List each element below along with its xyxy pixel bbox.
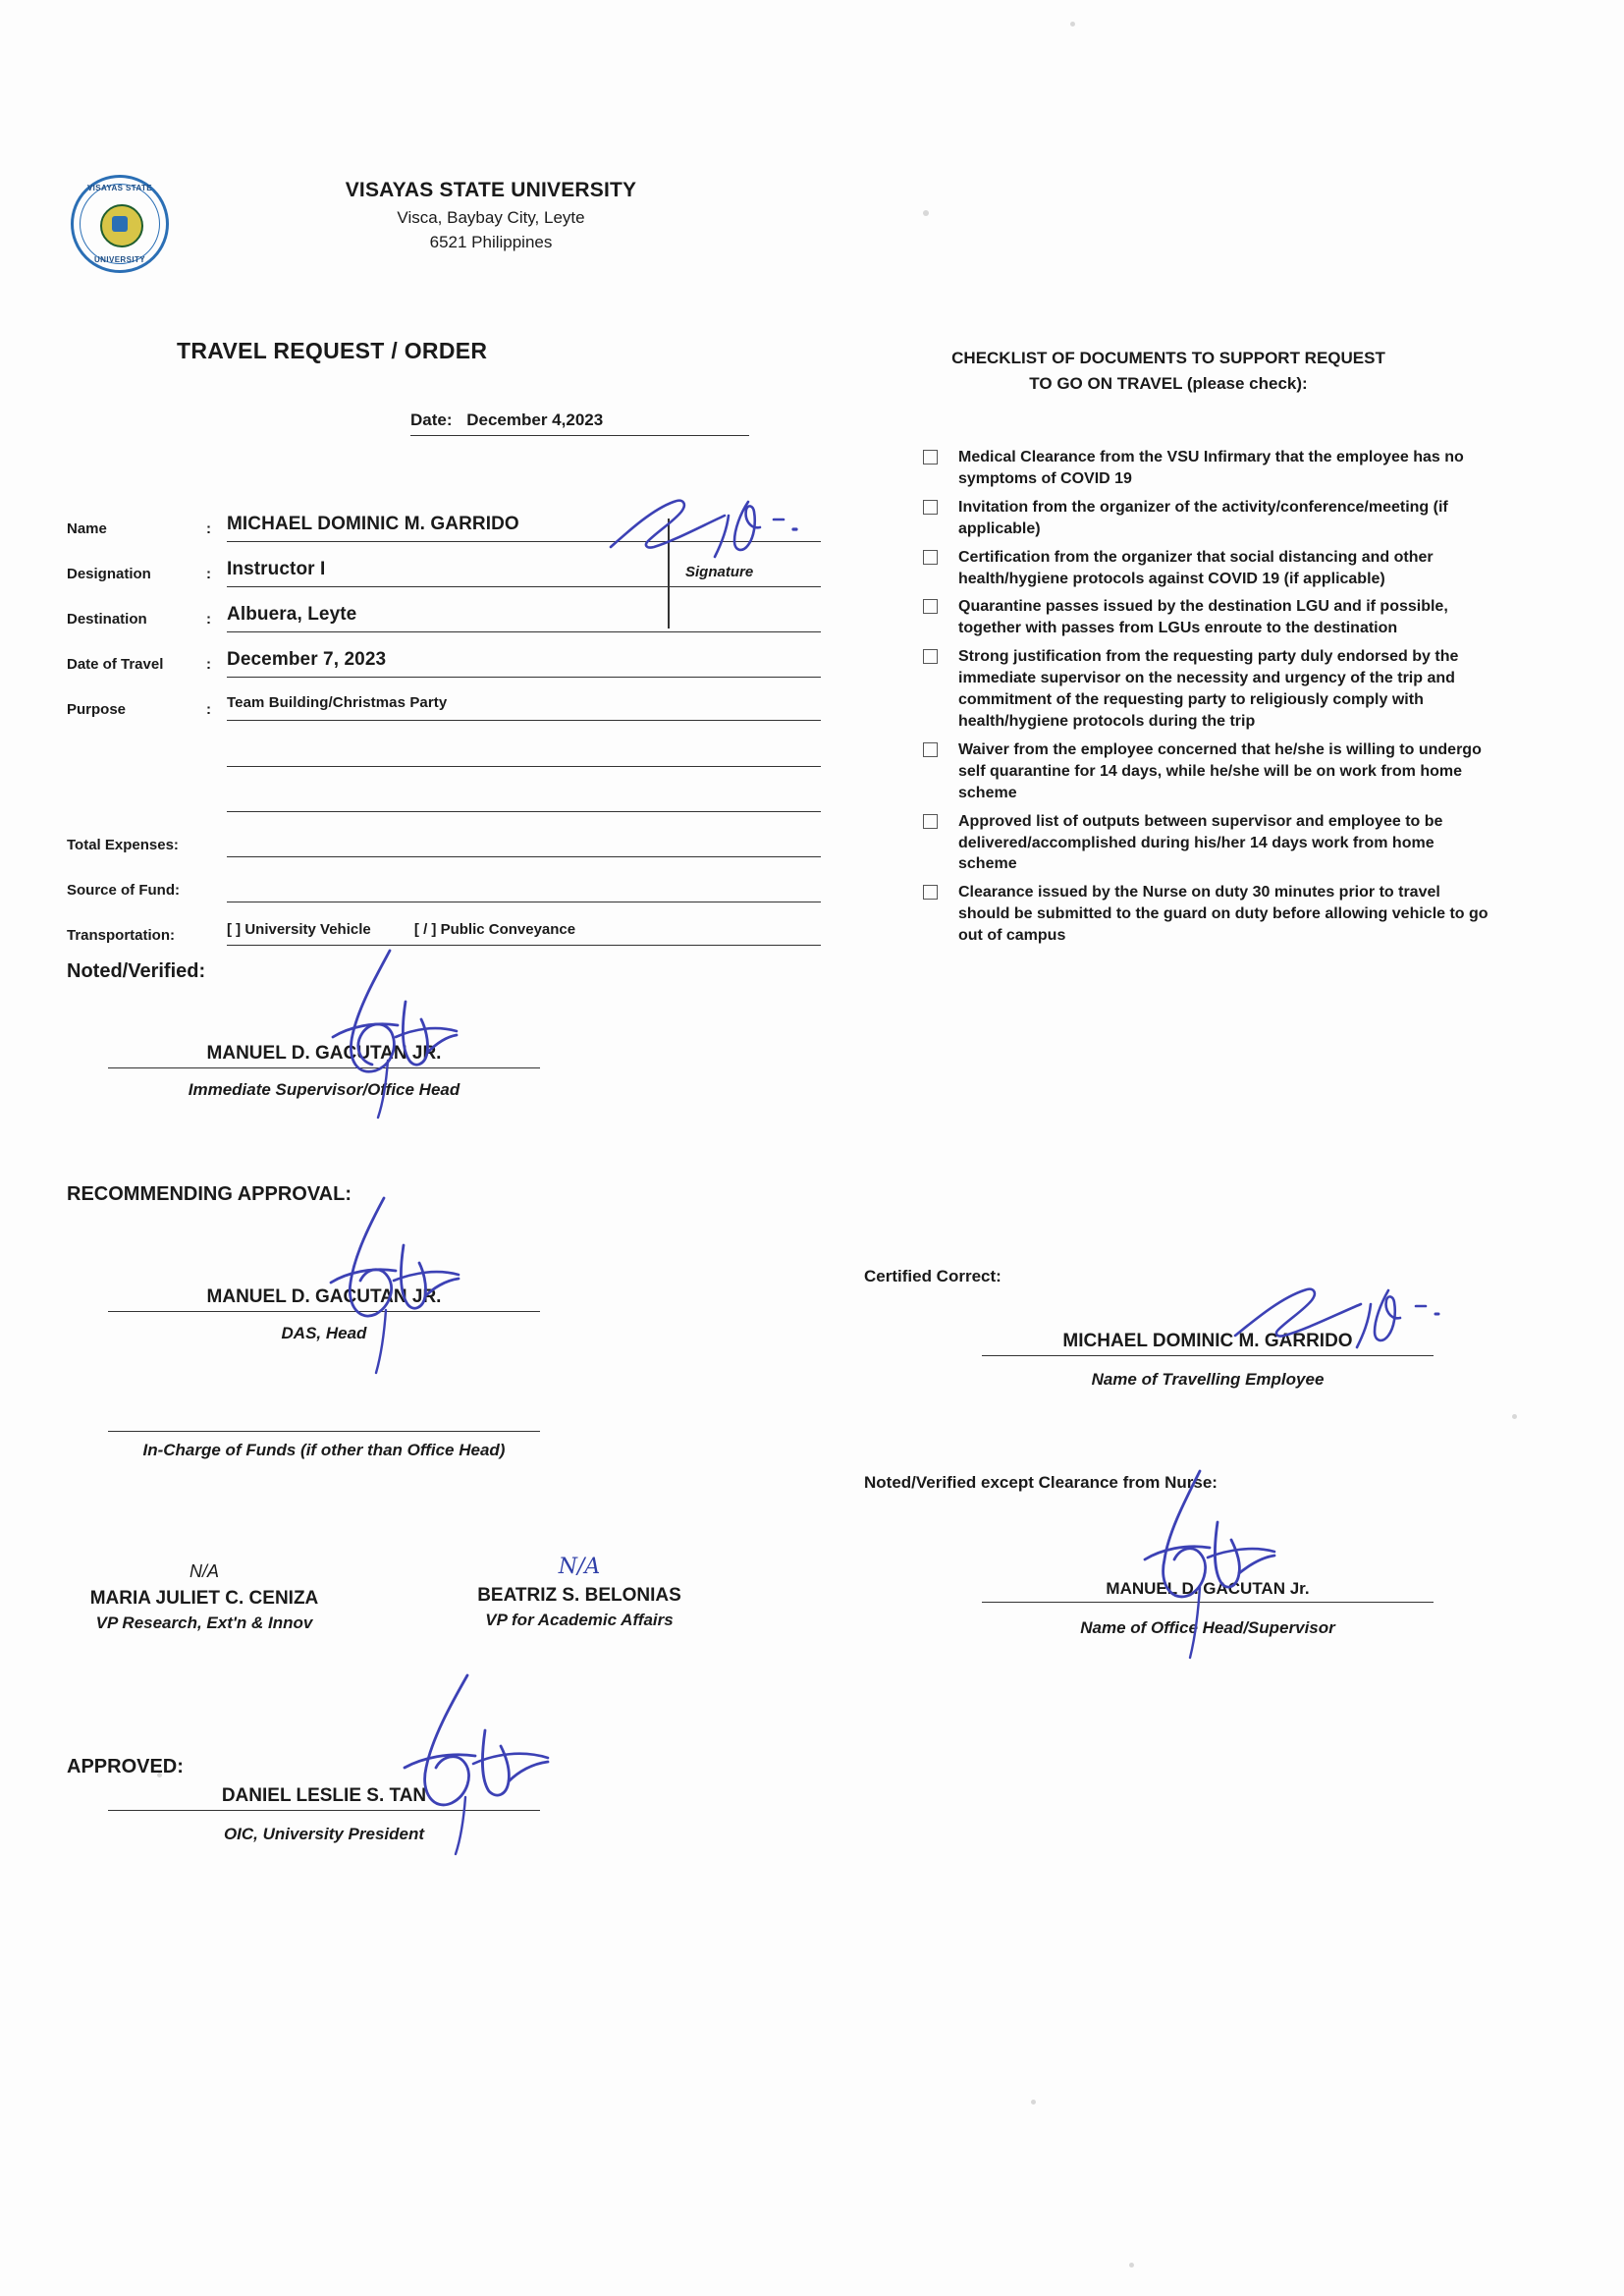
vp-academic-na: N/A (558, 1555, 601, 1579)
checklist-item-label: Invitation from the organizer of the activity/conference/meeting (if applicable) (958, 498, 1448, 537)
seal-bottom-text: UNIVERSITY (93, 255, 145, 264)
total-expenses-value (227, 830, 821, 857)
recommending-approval-label: RECOMMENDING APPROVAL: (67, 1183, 352, 1205)
form-label: Designation (67, 566, 151, 582)
purpose-value: Team Building/Christmas Party (227, 694, 821, 721)
checklist-item[interactable] (923, 882, 1492, 947)
form-row-date-of-travel (67, 646, 754, 691)
signature-caption: Signature (685, 564, 754, 580)
name-value: MICHAEL DOMINIC M. GARRIDO (227, 514, 821, 542)
checkbox-icon[interactable] (923, 649, 938, 664)
vp-research-name: MARIA JULIET C. CENIZA (89, 1588, 319, 1609)
university-address-line-2: 6521 Philippines (429, 233, 553, 251)
president-role: OIC, University President (223, 1825, 425, 1843)
source-of-fund-value (227, 875, 821, 902)
vp-academic-name: BEATRIZ S. BELONIAS (477, 1585, 681, 1606)
form-colon: : (206, 656, 211, 673)
vp-academic-role: VP for Academic Affairs (485, 1611, 674, 1629)
checkbox-icon[interactable] (923, 599, 938, 614)
form-row-destination (67, 601, 754, 646)
vp-research-role: VP Research, Ext'n & Innov (95, 1613, 313, 1632)
scan-speck (1070, 22, 1075, 27)
form-row-source-of-fund (67, 872, 754, 917)
supervisor-role: Immediate Supervisor/Office Head (188, 1080, 460, 1099)
funds-role: In-Charge of Funds (if other than Office Head) (142, 1441, 506, 1459)
scan-speck (1031, 2100, 1036, 2105)
checklist-item[interactable] (923, 739, 1492, 804)
noted-except-nurse-label: Noted/Verified except Clearance from Nurse: (864, 1473, 1218, 1492)
president-name: DANIEL LESLIE S. TAN (108, 1785, 540, 1811)
checklist-item[interactable] (923, 447, 1492, 490)
checklist-item-label: Certification from the organizer that social distancing and other health/hygiene protocols against COVID 19 (if applicable) (958, 548, 1434, 587)
checklist (923, 447, 1492, 954)
checklist-title-line-1: CHECKLIST OF DOCUMENTS TO SUPPORT REQUEST (951, 349, 1385, 367)
office-head-name: MANUEL D. GACUTAN Jr. (982, 1579, 1434, 1603)
checklist-item-label: Clearance issued by the Nurse on duty 30 minutes prior to travel should be submitted to the guard on duty before allowing vehicle to go out of campus (958, 884, 1489, 945)
form-row-blank-2 (67, 782, 754, 827)
date-of-travel-value: December 7, 2023 (227, 649, 821, 678)
university-name: VISAYAS STATE UNIVERSITY (345, 179, 637, 201)
checklist-title-line-2: TO GO ON TRAVEL (please check): (1029, 374, 1308, 394)
university-address-line-1: Visca, Baybay City, Leyte (397, 208, 585, 227)
destination-value: Albuera, Leyte (227, 604, 821, 632)
noted-verified-label: Noted/Verified: (67, 960, 206, 982)
university-seal-icon (71, 175, 169, 273)
form-row-total-expenses (67, 827, 754, 872)
vp-academic-block (422, 1555, 736, 1630)
checklist-item-label: Medical Clearance from the VSU Infirmary that the employee has no symptoms of COVID 19 (958, 449, 1464, 487)
supervisor-name: MANUEL D. GACUTAN JR. (108, 1043, 540, 1068)
travelling-employee-role: Name of Travelling Employee (1091, 1370, 1325, 1389)
transport-option-university-vehicle[interactable]: [ ] University Vehicle (227, 921, 371, 938)
checkbox-icon[interactable] (923, 550, 938, 565)
checkbox-icon[interactable] (923, 814, 938, 829)
recommending-name: MANUEL D. GACUTAN JR. (108, 1286, 540, 1312)
checkbox-icon[interactable] (923, 450, 938, 465)
funds-signature-rule (108, 1430, 540, 1432)
checklist-item-label: Approved list of outputs between supervisor and employee to be delivered/accomplished during his/her 14 days work from home scheme (958, 812, 1443, 873)
vp-research-na: N/A (189, 1561, 219, 1581)
blank-value (227, 785, 821, 812)
form-row-purpose (67, 691, 754, 737)
form-row-name (67, 511, 754, 556)
form-colon: : (206, 611, 211, 628)
form-label: Name (67, 520, 107, 537)
checklist-item[interactable] (923, 596, 1492, 639)
page-title: TRAVEL REQUEST / ORDER (177, 338, 488, 363)
certified-correct-label: Certified Correct: (864, 1267, 1001, 1285)
checklist-item[interactable] (923, 811, 1492, 876)
form-colon: : (206, 520, 211, 537)
checklist-item-label: Waiver from the employee concerned that he/she is willing to undergo self quarantine for 14 days, while he/she will be on work from home scheme (958, 740, 1482, 801)
form-label: Transportation: (67, 927, 176, 944)
form-colon: : (206, 566, 211, 582)
checkbox-icon[interactable] (923, 742, 938, 757)
checklist-title (864, 346, 1473, 398)
blank-value (227, 739, 821, 767)
date-value: December 4,2023 (466, 410, 604, 429)
form-label: Source of Fund: (67, 882, 180, 899)
travelling-employee-name: MICHAEL DOMINIC M. GARRIDO (982, 1331, 1434, 1356)
form-row-blank-1 (67, 737, 754, 782)
university-header (236, 179, 746, 252)
form-label: Date of Travel (67, 656, 164, 673)
form-row-designation (67, 556, 754, 601)
seal-top-text: VISAYAS STATE (86, 184, 153, 192)
vp-research-block (47, 1561, 361, 1633)
checklist-item[interactable] (923, 547, 1492, 590)
date-field (410, 410, 749, 436)
recommending-role: DAS, Head (281, 1324, 367, 1342)
checklist-item-label: Strong justification from the requesting party duly endorsed by the immediate supervisor on the necessity and urgency of the trip and commitment of the requesting party to religiously comply with health/hygiene protocols during the trip (958, 648, 1459, 730)
form-colon: : (206, 701, 211, 718)
checklist-item[interactable] (923, 497, 1492, 540)
transportation-options (227, 921, 821, 946)
date-label: Date: (410, 410, 453, 429)
scan-speck (1512, 1414, 1517, 1419)
travel-form (67, 511, 754, 962)
form-label: Total Expenses: (67, 837, 179, 853)
scan-speck (923, 210, 929, 216)
checkbox-icon[interactable] (923, 885, 938, 900)
designation-value: Instructor I (227, 559, 821, 587)
office-head-role: Name of Office Head/Supervisor (1080, 1618, 1335, 1637)
form-label: Purpose (67, 701, 127, 718)
approved-label: APPROVED: (67, 1756, 184, 1777)
form-label: Destination (67, 611, 147, 628)
checkbox-icon[interactable] (923, 500, 938, 515)
scan-speck (1129, 2263, 1134, 2268)
checklist-item-label: Quarantine passes issued by the destination LGU and if possible, together with passes from LGUs enroute to the destination (958, 598, 1448, 637)
form-row-transportation (67, 917, 754, 962)
transport-option-public-conveyance[interactable]: [ / ] Public Conveyance (413, 921, 576, 938)
checklist-item[interactable] (923, 646, 1492, 733)
signature-ink-recommending (319, 1188, 515, 1375)
